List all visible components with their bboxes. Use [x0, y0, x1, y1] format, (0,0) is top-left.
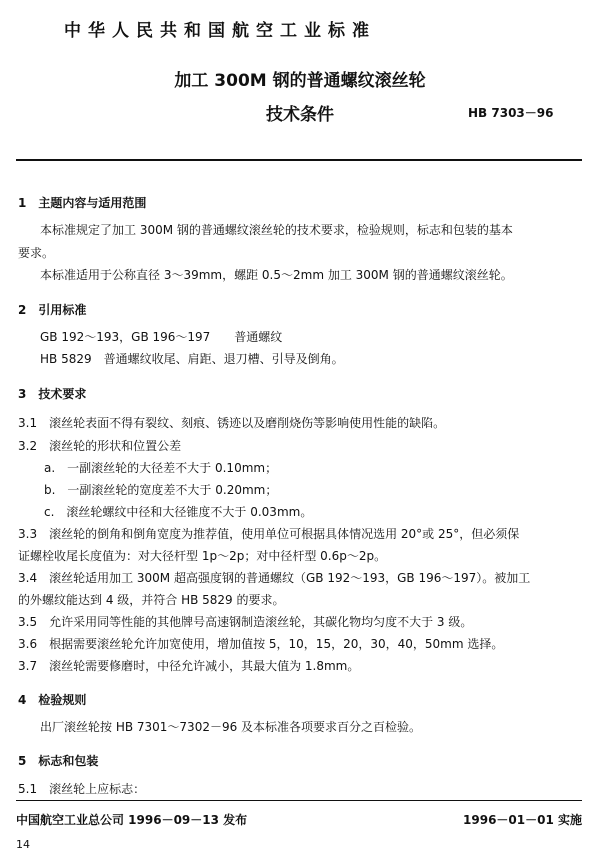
clause-3-4: 3.4 滚丝轮适用加工 300M 超高强度钢的普通螺纹（GB 192～193，GB 196～197）。被加工 — [18, 571, 531, 585]
effective-date: 1996－01－01 实施 — [463, 813, 582, 827]
standard-category-title: 中华人民共和国航空工业标准 — [64, 21, 376, 41]
clause-3-3: 3.3 滚丝轮的倒角和倒角宽度为推荐值，使用单位可根据具体情况选用 20°或 25°，但必须保 — [18, 527, 520, 541]
reference-standard-2: HB 5829 普通螺纹收尾、肩距、退刀槽、引导及倒角。 — [40, 352, 344, 366]
section-4-heading: 4 检验规则 — [18, 693, 87, 707]
header-divider — [16, 159, 582, 161]
publisher-date: 中国航空工业总公司 1996－09－13 发布 — [16, 813, 248, 827]
footer-divider — [16, 800, 582, 801]
reference-standard-1: GB 192～193，GB 196～197 普通螺纹 — [40, 330, 283, 344]
section-1-heading: 1 主题内容与适用范围 — [18, 196, 147, 210]
clause-3-2: 3.2 滚丝轮的形状和位置公差 — [18, 439, 182, 453]
page-number: 14 — [16, 838, 30, 851]
section-5-heading: 5 标志和包装 — [18, 754, 99, 768]
clause-3-5: 3.5 允许采用同等性能的其他牌号高速钢制造滚丝轮，其碳化物均匀度不大于 3 级。 — [18, 615, 473, 629]
standard-code: HB 7303－96 — [468, 106, 554, 120]
section-2-heading: 2 引用标准 — [18, 303, 87, 317]
section-1-paragraph-1-cont: 要求。 — [18, 246, 55, 260]
clause-3-2-b: b. 一副滚丝轮的宽度差不大于 0.20mm； — [44, 483, 278, 497]
clause-3-7: 3.7 滚丝轮需要修磨时，中径允许减小，其最大值为 1.8mm。 — [18, 659, 360, 673]
section-4-paragraph: 出厂滚丝轮按 HB 7301～7302－96 及本标准各项要求百分之百检验。 — [40, 720, 422, 734]
section-3-heading: 3 技术要求 — [18, 387, 87, 401]
clause-3-6: 3.6 根据需要滚丝轮允许加宽使用，增加值按 5，10，15，20，30，40，50mm 选择。 — [18, 637, 504, 651]
clause-3-3-cont: 证螺栓收尾长度值为：对大径杆型 1p～2p；对中径杆型 0.6p～2p。 — [18, 549, 387, 563]
clause-3-1: 3.1 滚丝轮表面不得有裂纹、刻痕、锈迹以及磨削烧伤等影响使用性能的缺陷。 — [18, 416, 446, 430]
section-1-paragraph-1: 本标准规定了加工 300M 钢的普通螺纹滚丝轮的技术要求，检验规则，标志和包装的基本 — [40, 223, 513, 237]
document-title-line-1: 加工 300M 钢的普通螺纹滚丝轮 — [174, 71, 426, 91]
clause-3-2-a: a. 一副滚丝轮的大径差不大于 0.10mm； — [44, 461, 278, 475]
clause-3-2-c: c. 滚丝轮螺纹中径和大径锥度不大于 0.03mm。 — [44, 505, 313, 519]
clause-5-1: 5.1 滚丝轮上应标志： — [18, 782, 146, 796]
document-title-line-2: 技术条件 — [266, 105, 334, 125]
section-1-paragraph-2: 本标准适用于公称直径 3～39mm，螺距 0.5～2mm 加工 300M 钢的普通螺纹滚丝轮。 — [40, 268, 513, 282]
clause-3-4-cont: 的外螺纹能达到 4 级，并符合 HB 5829 的要求。 — [18, 593, 285, 607]
